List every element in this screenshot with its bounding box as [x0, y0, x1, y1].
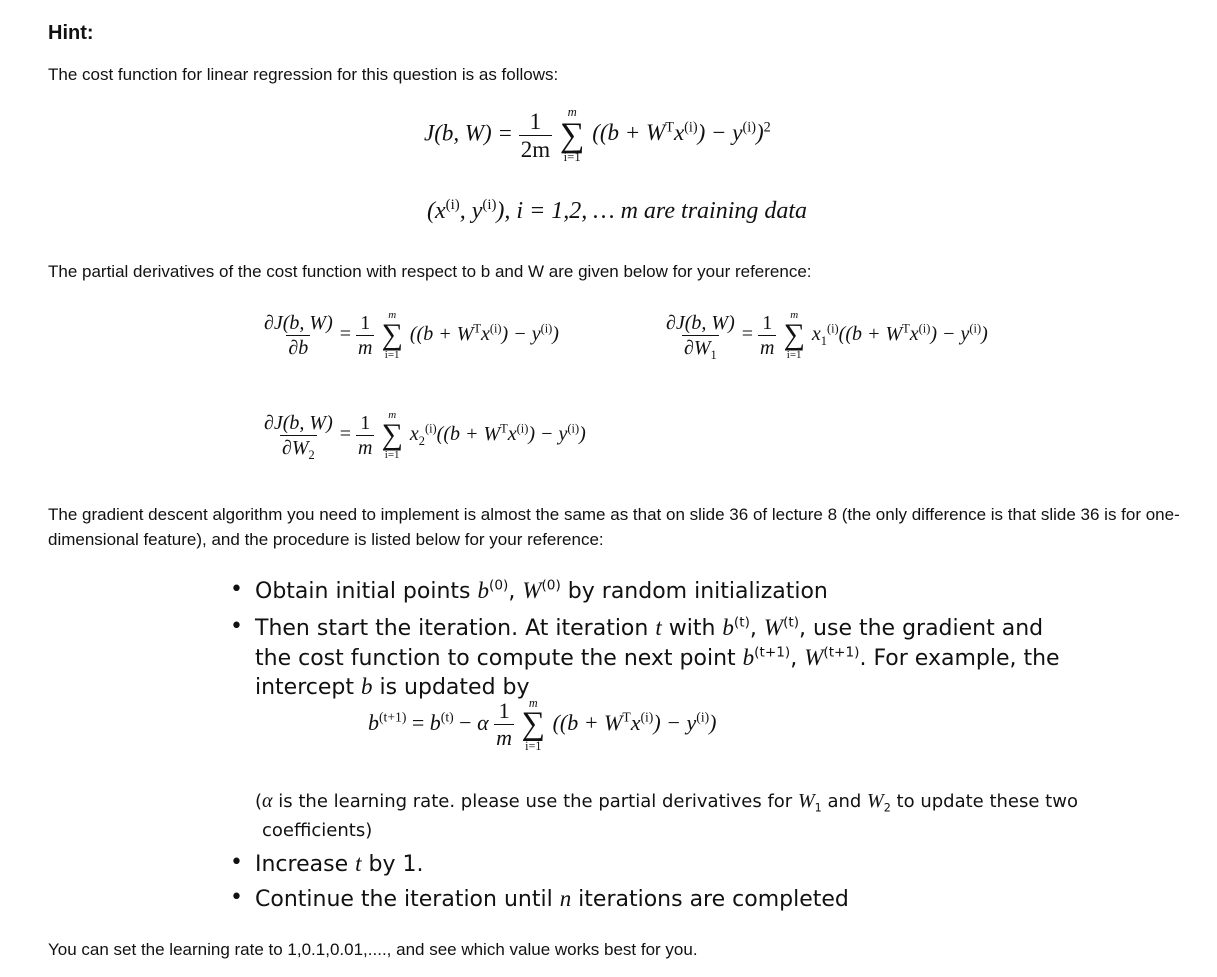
bullet-iteration-line2: the cost function to compute the next point $b^{(t+1)}$, $W^{(t+1)}$. For example, the: [255, 644, 1060, 671]
derivatives-intro: The partial derivatives of the cost function with respect to b and W are given below for your reference:: [48, 262, 812, 281]
bullet-iteration-line3: intercept b is updated by: [255, 674, 530, 700]
hint-heading: Hint:: [48, 22, 94, 44]
bullet-dot-icon: •: [230, 577, 243, 602]
bullet-initialization: Obtain initial points $b^{(0)}$, $W^{(0)}$ by random initialization: [255, 577, 828, 604]
bullet-dot-icon: •: [230, 850, 243, 875]
cost-fraction: $\frac{1}{2m}$: [520, 108, 551, 162]
derivative-w2: $\frac{\partial J(b, W)}{\partial W_2}$ = $\frac{1}{m}$ m ∑ i=1 $x_2^{(i)}((b + W^Tx^{(i)}) - y^{(i)})$: [264, 409, 586, 462]
update-equation: $b^{(t+1)} = b^{(t)} - \alpha$ $\frac{1}{m}$ m ∑ i=1 $((b + W^Tx^{(i)}) - y^{(i)})$: [368, 696, 717, 754]
cost-lhs: J(b, W) =: [424, 120, 513, 146]
learning-rate-note-line2: coefficients): [262, 820, 373, 841]
intro-text: The cost function for linear regression for this question is as follows:: [48, 65, 559, 84]
gd-text-line1: The gradient descent algorithm you need to implement is almost the same as that on slide 36 of lecture 8 (the only difference is that slide 36 is for one-: [48, 505, 1180, 524]
bullet-increase-t: Increase t by 1.: [255, 851, 424, 877]
cost-function-formula: [424, 106, 771, 164]
bullet-dot-icon: •: [230, 885, 243, 910]
learning-rate-note-line1: (α is the learning rate. please use the partial derivatives for $W_1$ and $W_2$ to update these two: [255, 790, 1078, 815]
derivative-w1: $\frac{\partial J(b, W)}{\partial W_1}$ = $\frac{1}{m}$ m ∑ i=1 $x_1^{(i)}((b + W^Tx^{(i)}) - y^{(i)})$: [666, 309, 988, 362]
footer-text: You can set the learning rate to 1,0.1,0.01,...., and see which value works best for you.: [48, 940, 698, 959]
gd-text-line2: dimensional feature), and the procedure is listed below for your reference:: [48, 530, 604, 549]
cost-summand: $((b + W^Tx^{(i)}) - y^{(i)})^2$: [592, 119, 771, 146]
derivative-b: $\frac{\partial J(b, W)}{\partial b}$ = $\frac{1}{m}$ m ∑ i=1 $((b + W^Tx^{(i)}) - y^{(i)})$: [264, 309, 559, 361]
cost-sum: m ∑ i=1: [559, 105, 585, 165]
bullet-continue: Continue the iteration until n iterations are completed: [255, 886, 849, 912]
bullet-iteration-line1: Then start the iteration. At iteration t with $b^{(t)}$, $W^{(t)}$, use the gradient and: [255, 614, 1044, 641]
training-data-line: ($x^{(i)}$, $y^{(i)}$), i = 1,2, … m are training data: [427, 197, 808, 224]
bullet-dot-icon: •: [230, 614, 243, 639]
